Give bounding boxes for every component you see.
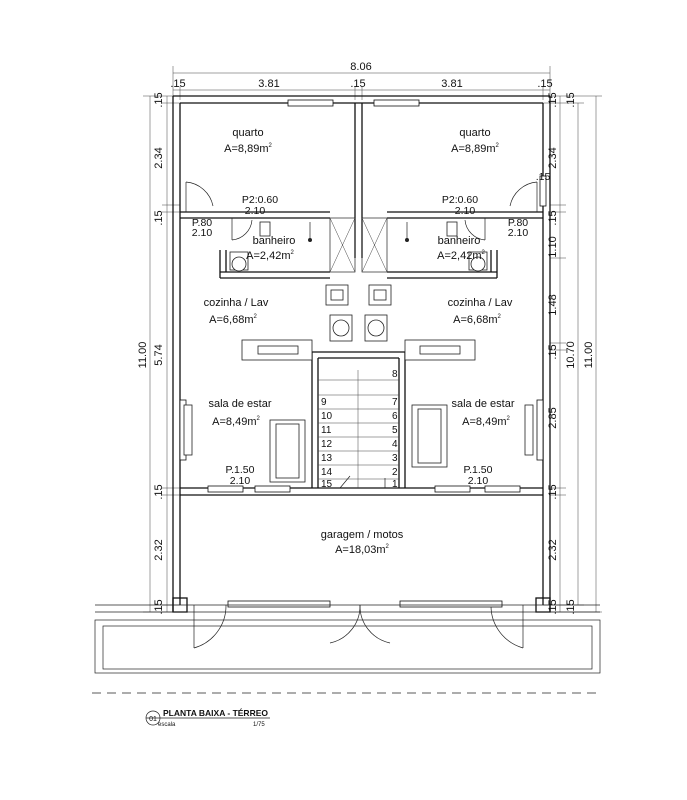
stair-step-1: 1	[392, 479, 398, 490]
room-name-quarto-right: quarto	[459, 127, 491, 139]
title-text: PLANTA BAIXA - TÉRREO	[163, 708, 268, 718]
right-sub-total-dim: 10.70	[565, 341, 577, 369]
right-dim-7: 2.85	[547, 407, 559, 429]
left-dim-2: 2.34	[153, 147, 165, 169]
door-label-p2-right-h: 2.10	[454, 205, 476, 217]
stair-step-13: 13	[321, 453, 333, 464]
scale-label: escala	[158, 722, 176, 728]
stair-step-6: 6	[392, 411, 398, 422]
room-area-cozinha-left: $A=6,68m^2$	[209, 314, 257, 326]
room-area-quarto-left: $A=8,89m^2$	[224, 143, 272, 155]
stair-step-top: 8	[392, 369, 398, 380]
room-name-sala-right: sala de estar	[451, 398, 515, 410]
left-dim-1: .15	[153, 92, 165, 108]
left-dim-3: .15	[153, 210, 165, 226]
room-area-sala-left: $A=8,49m^2$	[212, 416, 260, 428]
door-label-p2-right: P2:0.60	[441, 194, 479, 206]
room-area-banheiro-left: $A=2,42m^2$	[246, 250, 294, 262]
door-label-p2-left: P2:0.60	[241, 194, 279, 206]
right-dim-10: .15	[547, 599, 559, 615]
right-dim-6: .15	[547, 344, 559, 360]
kitchen-fixtures	[242, 285, 475, 360]
scale-value: 1/75	[253, 722, 265, 728]
stair-step-9: 9	[321, 397, 327, 408]
room-area-banheiro-right: $A=2,42m^2$	[437, 250, 485, 262]
door-label-p150-left-h: 2.10	[229, 475, 251, 487]
room-name-banheiro-right: banheiro	[437, 235, 481, 247]
room-name-cozinha-left: cozinha / Lav	[203, 297, 269, 309]
left-dim-7: .15	[153, 599, 165, 615]
left-dim-6: 2.32	[153, 539, 165, 561]
right-dim-3: .15	[547, 210, 559, 226]
right-dim-11: .15	[565, 92, 577, 108]
room-name-banheiro-left: banheiro	[252, 235, 296, 247]
door-label-p80-left-h: 2.10	[191, 227, 213, 239]
left-dim-5: .15	[153, 484, 165, 500]
right-dim-1: .15	[547, 92, 559, 108]
garage-front-openings	[228, 601, 502, 607]
room-name-quarto-left: quarto	[232, 127, 264, 139]
overall-width-dim: 8.06	[350, 61, 372, 73]
door-label-p150-right-h: 2.10	[467, 475, 489, 487]
stair-step-2: 2	[392, 467, 398, 478]
stair-step-4: 4	[392, 439, 398, 450]
stair-step-15: 15	[321, 479, 333, 490]
door-label-p2-left-h: 2.10	[244, 205, 266, 217]
top-dim-2: 3.81	[258, 78, 280, 90]
room-area-cozinha-right: $A=6,68m^2$	[453, 314, 501, 326]
stair-step-10: 10	[321, 411, 333, 422]
door-label-p80-left: P.80	[191, 217, 213, 229]
windows	[180, 100, 546, 492]
top-dim-1: .15	[170, 78, 186, 90]
sidewalk	[95, 605, 600, 673]
room-name-cozinha-right: cozinha / Lav	[447, 297, 513, 309]
top-dim-4: 3.81	[441, 78, 463, 90]
door-label-p150-left: P.1.50	[225, 464, 255, 476]
right-dim-12: .15	[565, 599, 577, 615]
right-dim-9: 2.32	[547, 539, 559, 561]
door-label-p80-right-h: 2.10	[507, 227, 529, 239]
right-dim-5: 1.48	[547, 294, 559, 316]
stair-step-5: 5	[392, 425, 398, 436]
door-label-p150-right: P.1.50	[463, 464, 493, 476]
room-name-garagem: garagem / motos	[320, 529, 404, 541]
left-dim-4: 5.74	[153, 344, 165, 366]
room-area-quarto-right: $A=8,89m^2$	[451, 143, 499, 155]
right-dim-8: .15	[547, 484, 559, 500]
stair-step-3: 3	[392, 453, 398, 464]
title-number: 01	[149, 716, 157, 723]
side-small-dim: .15	[535, 171, 551, 183]
top-dim-3: .15	[350, 78, 366, 90]
right-dim-4: 1.10	[547, 236, 559, 258]
right-total-dim: 11.00	[583, 341, 595, 369]
room-name-sala-left: sala de estar	[208, 398, 272, 410]
left-total-dim: 11.00	[137, 341, 149, 369]
door-label-p80-right: P.80	[507, 217, 529, 229]
stair-step-12: 12	[321, 439, 333, 450]
right-dim-2: 2.34	[547, 147, 559, 169]
room-area-sala-right: $A=8,49m^2$	[462, 416, 510, 428]
stair-step-14: 14	[321, 467, 333, 478]
room-area-garagem: $A=18,03m^2$	[335, 544, 389, 556]
stair-step-7: 7	[392, 397, 398, 408]
top-dim-5: .15	[537, 78, 553, 90]
stair-step-11: 11	[321, 425, 332, 436]
